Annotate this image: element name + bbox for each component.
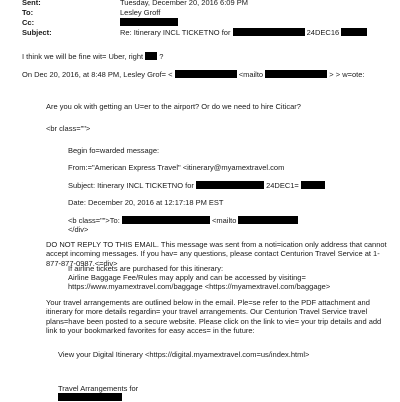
airline-line-1: If airline tickets are purchased for this itinerary: <box>68 264 224 273</box>
airline-line-2: Airline Baggage Fee/Rules may apply and can be accessed by visiting= <box>68 273 306 282</box>
date-line: Date: December 20, 2016 at 12:17:18 PM EST <box>68 198 224 207</box>
fwd-subject-text: Subject: Itinerary INCL TICKETNO for <box>68 181 194 190</box>
to-row <box>22 8 390 18</box>
redaction-bar <box>265 70 327 78</box>
subject-date: 24DEC16 <box>306 28 340 37</box>
br-tag-line: <br class=""> <box>46 124 91 133</box>
subject-row <box>22 28 390 38</box>
forwarded-message-line: Begin fo=warded message: <box>68 146 160 155</box>
view-itinerary-line: View your Digital Itinerary <https://digital.myamextravel.com=us/index.html> <box>58 350 310 359</box>
fwd-subject-date: 24DEC1= <box>266 181 299 190</box>
sent-row <box>22 0 390 8</box>
cc-row <box>22 18 390 28</box>
travel-paragraph: Your travel arrangements are outlined below in the email. Ple=se refer to the PDF attachment and itinerary for more details regardin= your travel arrangements. Our Centurion Travel Service travel plans=have been posted to a secure website. Please click on the link to vie= your trip details and add link to your bookmarked favorites for easy acces= in the future: <box>46 298 382 336</box>
fwd-to-line <box>68 216 298 225</box>
to-value: Lesley Groff <box>120 8 161 17</box>
quote-intro <box>22 70 365 79</box>
fwd-to-label: <b class="">To: <box>68 216 120 225</box>
redaction-bar <box>120 18 178 26</box>
quoted-question: Are you ok with getting an U=er to the airport? Or do we need to hire Citicar? <box>46 102 301 111</box>
redaction-bar <box>233 28 305 36</box>
div-close-line: </div> <box>68 225 89 234</box>
to-label: To: <box>22 8 34 17</box>
subject-value <box>120 28 367 37</box>
body-text: I think we will be fine wit= Uber, right <box>22 52 144 61</box>
cc-value <box>120 18 178 27</box>
quote-intro-end: > > w=ote: <box>329 70 365 79</box>
redaction-bar <box>145 52 157 60</box>
redaction-bar <box>301 181 325 189</box>
redaction-bar <box>238 216 298 224</box>
sent-label: Sent: <box>22 0 41 7</box>
body-text: ? <box>159 52 164 61</box>
notice-paragraph: DO NOT REPLY TO THIS EMAIL. This message was sent from a noti=ication only address that cannot accept incoming messages. If you hav= any questions, please contact Centurion Travel Service at 1-877-877-0987.<=div> <box>46 240 387 268</box>
subject-label: Subject: <box>22 28 52 37</box>
from-line: From:="American Express Travel" <itinerary@myamextravel.com <box>68 163 285 172</box>
redaction-bar <box>341 28 367 36</box>
travel-arrangements-line: Travel Arrangements for <box>58 384 139 393</box>
redaction-bar <box>196 181 264 189</box>
cc-label: Cc: <box>22 18 35 27</box>
redaction-bar <box>122 216 210 224</box>
airline-line-3: https://www.myamextravel.com/baggage <https://myamextravel.com/baggage> <box>68 282 331 291</box>
fwd-subject-line <box>68 181 325 190</box>
quote-intro-mailto: <mailto <box>238 70 264 79</box>
quote-intro-text: On Dec 20, 2016, at 8:48 PM, Lesley Grof= < <box>22 70 173 79</box>
subject-prefix: Re: Itinerary INCL TICKETNO for <box>120 28 231 37</box>
fwd-to-mailto: <mailto <box>212 216 237 225</box>
redaction-bar <box>175 70 237 78</box>
sent-value: Tuesday, December 20, 2016 6:09 PM <box>120 0 248 7</box>
travel-arrangements-redaction <box>58 393 122 402</box>
body-line-uber <box>22 52 163 61</box>
